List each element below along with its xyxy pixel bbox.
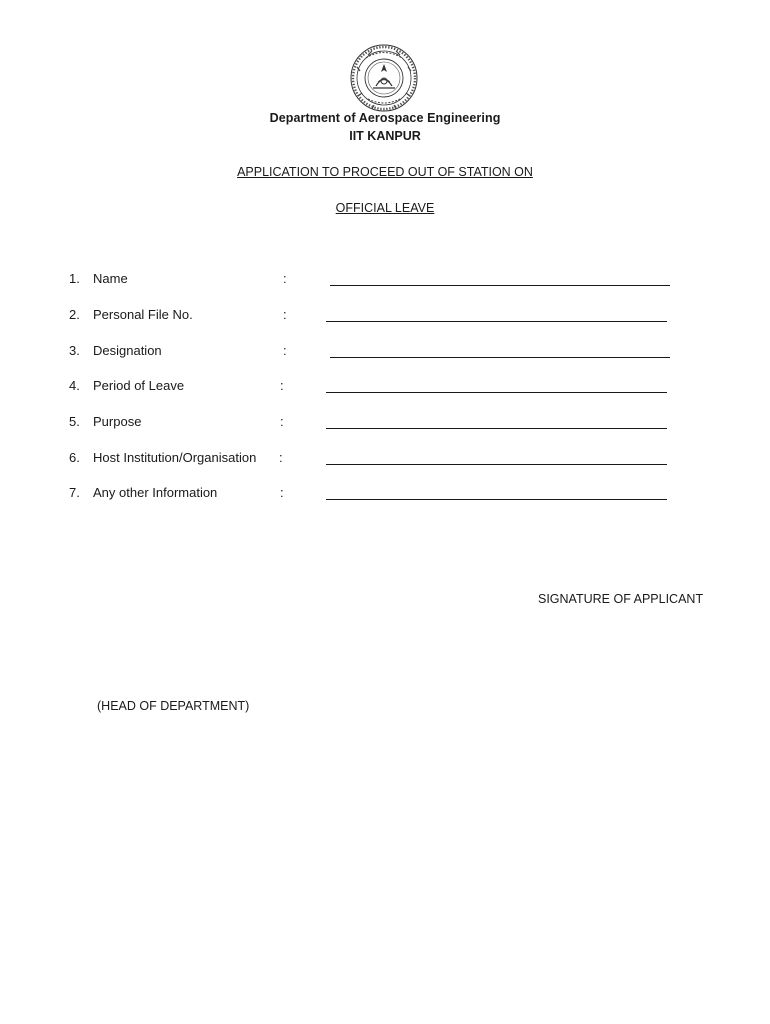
field-number: 4. [69,378,80,393]
head-of-department-label: (HEAD OF DEPARTMENT) [97,699,250,713]
form-title: APPLICATION TO PROCEED OUT OF STATION ON [237,165,533,179]
period-of-leave-field[interactable] [326,392,667,393]
field-number: 6. [69,450,80,465]
form-subtitle: OFFICIAL LEAVE [335,201,435,215]
field-row-other-information [0,485,770,505]
field-number: 3. [69,343,80,358]
field-label-host-institution: Host Institution/Organisation [93,450,257,465]
field-number: 1. [69,271,80,286]
personal-file-no-field[interactable] [326,321,667,322]
field-row-personal-file-no [0,307,770,327]
other-information-field[interactable] [326,499,667,500]
field-row-designation [0,343,770,363]
iit-kanpur-emblem-icon [348,43,420,113]
field-label-purpose: Purpose [93,414,142,429]
field-label-name: Name [93,271,128,286]
field-label-designation: Designation [93,343,162,358]
field-colon: : [283,307,287,322]
field-colon: : [280,414,284,429]
designation-field[interactable] [330,357,670,358]
field-number: 2. [69,307,80,322]
field-label-other-information: Any other Information [93,485,218,500]
field-row-purpose [0,414,770,434]
field-row-period-of-leave [0,378,770,398]
signature-of-applicant-label: SIGNATURE OF APPLICANT [538,592,704,606]
field-label-period-of-leave: Period of Leave [93,378,185,393]
host-institution-field[interactable] [326,464,667,465]
department-name: Department of Aerospace Engineering [269,111,501,125]
field-colon: : [283,343,287,358]
field-row-name [0,271,770,291]
field-colon: : [279,450,283,465]
field-row-host-institution [0,450,770,470]
field-colon: : [283,271,287,286]
institute-name: IIT KANPUR [349,129,421,143]
field-number: 5. [69,414,80,429]
field-label-personal-file-no: Personal File No. [93,307,193,322]
field-number: 7. [69,485,80,500]
purpose-field[interactable] [326,428,667,429]
field-colon: : [280,485,284,500]
field-colon: : [280,378,284,393]
name-field[interactable] [330,285,670,286]
